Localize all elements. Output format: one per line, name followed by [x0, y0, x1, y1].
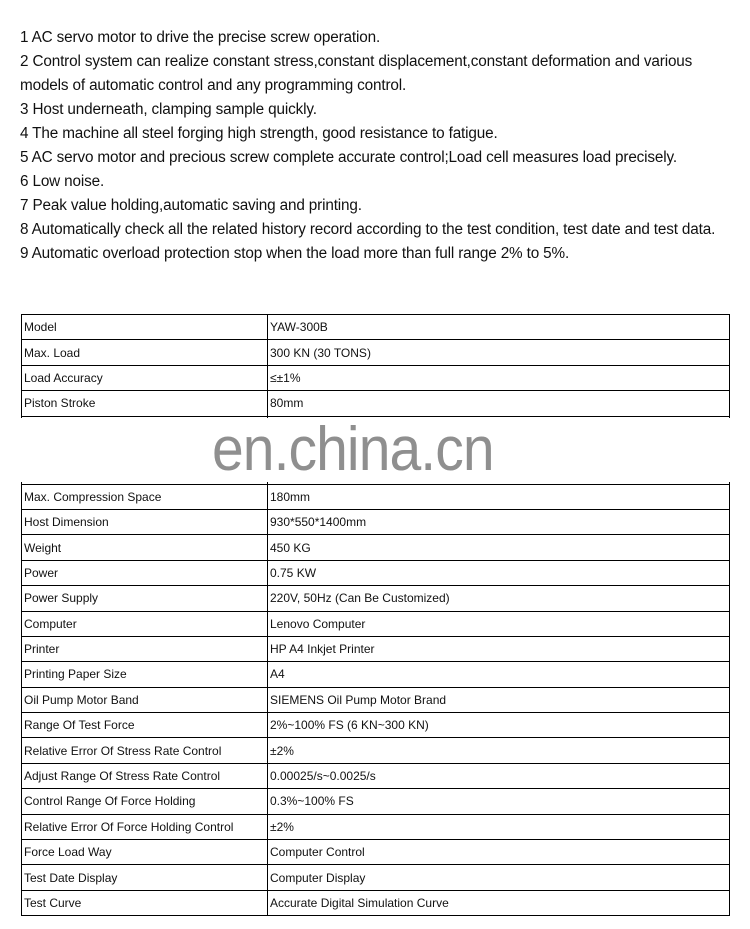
spec-label: Force Load Way — [22, 840, 268, 865]
spec-value: Accurate Digital Simulation Curve — [268, 890, 730, 915]
spec-label: Control Range Of Force Holding — [22, 789, 268, 814]
spec-label: Power Supply — [22, 586, 268, 611]
spec-value: A4 — [268, 662, 730, 687]
spec-value: 80mm — [268, 391, 730, 416]
spec-row — [22, 814, 730, 839]
feature-item: 3 Host underneath, clamping sample quickly. — [20, 101, 317, 118]
spec-row — [22, 662, 730, 687]
spec-value: SIEMENS Oil Pump Motor Brand — [268, 687, 730, 712]
feature-item: 7 Peak value holding,automatic saving and printing. — [20, 197, 362, 214]
spec-label: Test Date Display — [22, 865, 268, 890]
spec-row — [22, 509, 730, 534]
spec-value: Computer Display — [268, 865, 730, 890]
feature-item: 8 Automatically check all the related history record according to the test condition, test date and test data. — [20, 221, 716, 238]
spec-row — [22, 340, 730, 365]
spec-value: Computer Control — [268, 840, 730, 865]
spec-row — [22, 789, 730, 814]
spec-label: Computer — [22, 611, 268, 636]
spec-row — [22, 365, 730, 390]
spec-label: Relative Error Of Force Holding Control — [22, 814, 268, 839]
spec-value: 930*550*1400mm — [268, 509, 730, 534]
feature-list — [20, 26, 738, 266]
spec-row — [22, 611, 730, 636]
spec-label: Test Curve — [22, 890, 268, 915]
feature-item: 9 Automatic overload protection stop when the load more than full range 2% to 5%. — [20, 245, 570, 262]
spec-label: Range Of Test Force — [22, 713, 268, 738]
spec-label: Max. Load — [22, 340, 268, 365]
spec-label: Printing Paper Size — [22, 662, 268, 687]
spec-row — [22, 535, 730, 560]
feature-item: 2 Control system can realize constant stress,constant displacement,constant deformation and various models of automatic control and any programming control. — [20, 53, 693, 94]
spec-value: Lenovo Computer — [268, 611, 730, 636]
spec-row — [22, 865, 730, 890]
feature-item: 6 Low noise. — [20, 173, 105, 190]
spec-label: Power — [22, 560, 268, 585]
spec-value: 220V, 50Hz (Can Be Customized) — [268, 586, 730, 611]
spec-row — [22, 738, 730, 763]
spec-row — [22, 840, 730, 865]
spec-row — [22, 391, 730, 416]
spec-label: Load Accuracy — [22, 365, 268, 390]
spec-label: Weight — [22, 535, 268, 560]
spec-label: Adjust Range Of Stress Rate Control — [22, 763, 268, 788]
spec-row — [22, 890, 730, 915]
spec-value: 2%~100% FS (6 KN~300 KN) — [268, 713, 730, 738]
spec-value: 450 KG — [268, 535, 730, 560]
spec-row — [22, 586, 730, 611]
spec-row — [22, 763, 730, 788]
spec-label: Printer — [22, 636, 268, 661]
spec-value: ±2% — [268, 738, 730, 763]
spec-value: ≤±1% — [268, 365, 730, 390]
spec-value: 300 KN (30 TONS) — [268, 340, 730, 365]
spec-label: Oil Pump Motor Band — [22, 687, 268, 712]
spec-row — [22, 687, 730, 712]
spec-value: YAW-300B — [268, 315, 730, 340]
spec-value: 0.75 KW — [268, 560, 730, 585]
spec-label: Host Dimension — [22, 509, 268, 534]
spec-label: Max. Compression Space — [22, 484, 268, 509]
spec-row — [22, 636, 730, 661]
feature-item: 5 AC servo motor and precious screw complete accurate control;Load cell measures load precisely. — [20, 149, 677, 166]
feature-item: 4 The machine all steel forging high strength, good resistance to fatigue. — [20, 125, 498, 142]
watermark: en.china.cn — [212, 415, 494, 484]
spec-label: Model — [22, 315, 268, 340]
spec-value: ±2% — [268, 814, 730, 839]
spec-value: 0.00025/s~0.0025/s — [268, 763, 730, 788]
spec-label: Piston Stroke — [22, 391, 268, 416]
spec-table — [21, 314, 730, 916]
spec-value: 0.3%~100% FS — [268, 789, 730, 814]
spec-row — [22, 713, 730, 738]
spec-value: HP A4 Inkjet Printer — [268, 636, 730, 661]
spec-row — [22, 560, 730, 585]
spec-row — [22, 315, 730, 340]
spec-value: 180mm — [268, 484, 730, 509]
spec-row — [22, 484, 730, 509]
feature-item: 1 AC servo motor to drive the precise screw operation. — [20, 29, 381, 46]
spec-label: Relative Error Of Stress Rate Control — [22, 738, 268, 763]
